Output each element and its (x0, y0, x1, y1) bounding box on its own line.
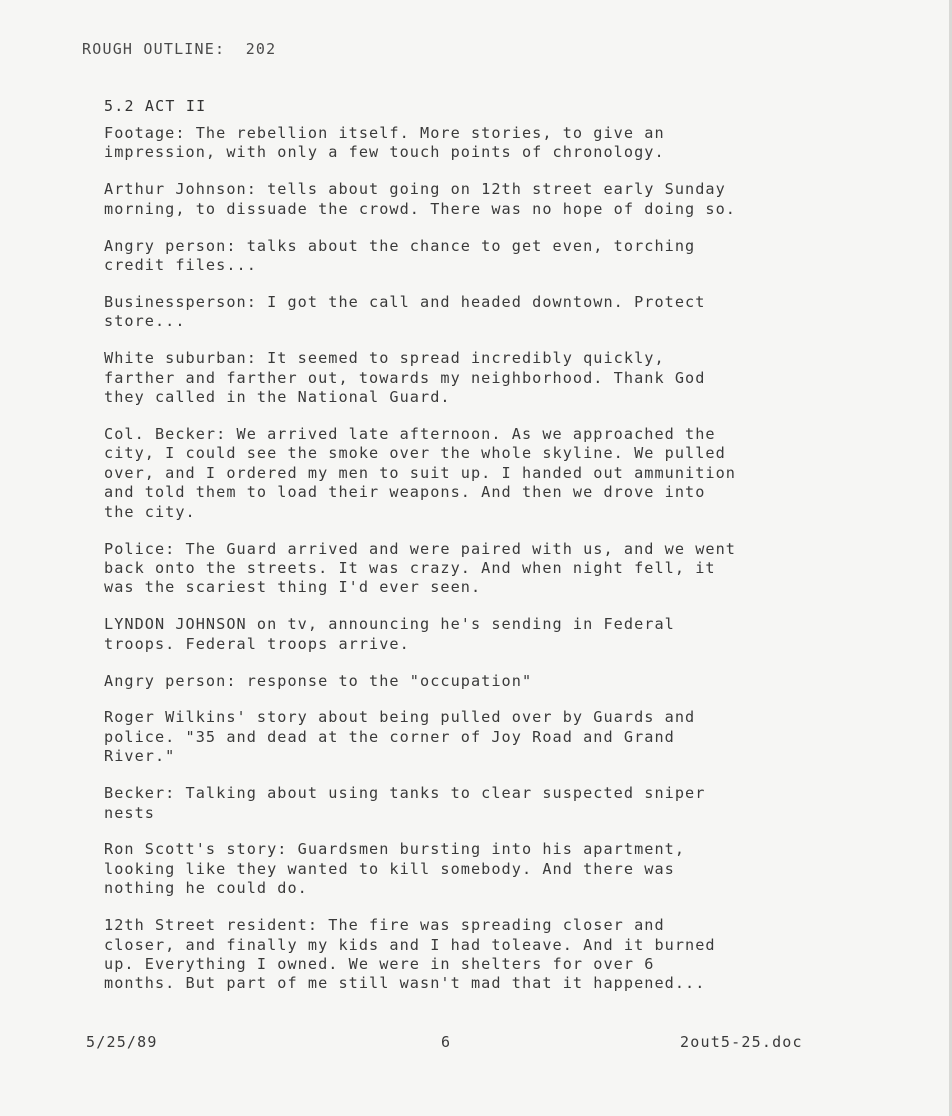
document-header: ROUGH OUTLINE: 202 (82, 40, 277, 58)
paragraph-col-becker: Col. Becker: We arrived late afternoon. As we approached the city, I could see the smoke over the whole skyline. We pulled over, and I ordered my men to suit up. I handed out ammunition and told them to load their weapons. And then we drove into the city. (104, 424, 737, 521)
document-body (104, 124, 824, 1011)
paragraph-angry-person: Angry person: talks about the chance to get even, torching credit files... (104, 236, 696, 275)
paragraph-white-suburban: White suburban: It seemed to spread incredibly quickly, farther and farther out, towards my neighborhood. Thank God they called in the National Guard. (104, 349, 706, 407)
section-title: 5.2 ACT II (104, 97, 207, 115)
paragraph-roger-wilkins: Roger Wilkins' story about being pulled over by Guards and police. "35 and dead at the corner of Joy Road and Grand River." (104, 708, 696, 766)
paragraph-lyndon-johnson: LYNDON JOHNSON on tv, announcing he's sending in Federal troops. Federal troops arrive. (104, 615, 675, 653)
paragraph-police: Police: The Guard arrived and were paired with us, and we went back onto the streets. It was crazy. And when night fell, it was the scariest thing I'd ever seen. (104, 539, 737, 597)
paragraph-12th-street-resident: 12th Street resident: The fire was spreading closer and closer, and finally my kids and I had toleave. And it burned up. Everything I owned. We were in shelters for over 6 months. But part of me still wasn't mad that it happened... (104, 916, 716, 993)
paragraph-footage: Footage: The rebellion itself. More stories, to give an impression, with only a few touch points of chronology. (104, 124, 665, 162)
paragraph-becker-tanks: Becker: Talking about using tanks to clear suspected sniper nests (104, 784, 706, 822)
footer-filename: 2out5-25.doc (680, 1033, 803, 1051)
paragraph-ron-scott: Ron Scott's story: Guardsmen bursting into his apartment, looking like they wanted to kill somebody. And there was nothing he could do. (104, 840, 686, 898)
footer-page-number: 6 (441, 1033, 452, 1051)
paragraph-arthur-johnson: Arthur Johnson: tells about going on 12th street early Sunday morning, to dissuade the crowd. There was no hope of doing so. (104, 180, 737, 218)
paragraph-angry-person-response: Angry person: response to the "occupation" (104, 671, 533, 690)
paragraph-businessperson: Businessperson: I got the call and headed downtown. Protect store... (104, 292, 706, 331)
footer-date: 5/25/89 (86, 1033, 158, 1051)
